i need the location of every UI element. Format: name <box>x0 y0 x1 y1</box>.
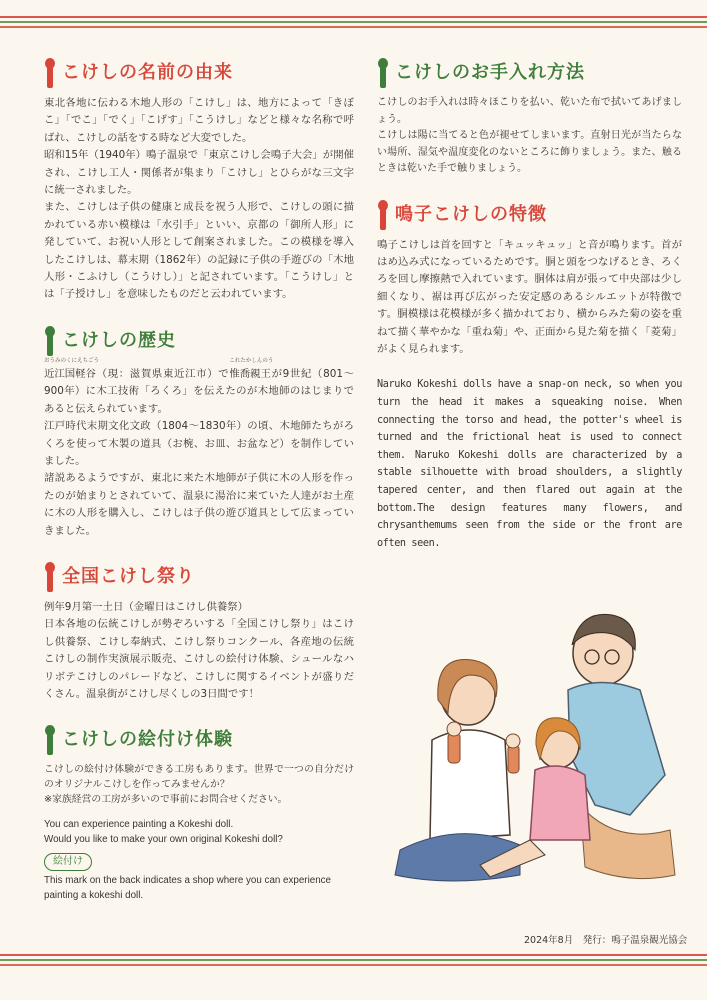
family-illustration <box>380 605 700 900</box>
section-care <box>377 58 682 178</box>
mother-figure <box>395 660 520 882</box>
painting-mark-badge: 絵付け <box>44 853 92 871</box>
naruko-heading <box>377 200 682 230</box>
top-decorative-band <box>0 16 707 31</box>
prince-name: 惟喬親王 <box>229 367 271 380</box>
painting-english-1: You can experience painting a Kokeshi doll. <box>44 819 234 831</box>
festival-heading <box>44 562 354 592</box>
place-ruby: おうみのくにえちごう <box>44 357 100 364</box>
prince-with-ruby <box>229 357 274 383</box>
bottom-decorative-band <box>0 954 707 969</box>
naruko-english: Naruko Kokeshi dolls have a snap-on neck, so when you turn the head it makes a squeaking noise. When connecting the torso and head, the potter's wheel is turned and the frictional heat is used to connect them. Naruko Kokeshi dolls are characterized by a stable silhouette with broad shoulders, a slightly tapered center, and then flared out again at the bottom.The design features many flowers, and chrysanthemums seen from the side or the front are often seen. <box>377 379 682 549</box>
kokeshi-icon <box>377 200 389 230</box>
left-column <box>44 58 354 925</box>
place-with-ruby <box>44 357 100 383</box>
origin-heading <box>44 58 354 88</box>
kokeshi-icon <box>44 562 56 592</box>
section-naruko <box>377 200 682 553</box>
right-column <box>377 58 682 574</box>
section-history <box>44 326 354 540</box>
care-heading <box>377 58 682 88</box>
kokeshi-icon <box>44 725 56 755</box>
prince-ruby: これたかしんのう <box>229 357 274 364</box>
care-paragraph-1: こけしのお手入れは時々ほこりを払い、乾いた布で拭いてあげましょう。 <box>377 97 682 125</box>
history-paragraph-1 <box>44 357 354 418</box>
history-paragraph-1b: が9世紀（801～900年）に木工技術「ろくろ」を伝えたのが木地師のはじまりであると伝えられています。 <box>44 367 354 415</box>
care-paragraph-2: こけしは陽に当てると色が褪せてしまいます。直射日光が当たらない場所、湿気や温度変化のないところに飾りましょう。また、触るときは乾いた手で触りましょう。 <box>377 130 682 174</box>
naruko-title: 鳴子こけしの特徴 <box>395 203 547 225</box>
publication-credit: 2024年8月 発行：鳴子温泉観光協会 <box>524 935 688 946</box>
origin-title: こけしの名前の由来 <box>62 62 233 83</box>
festival-title: 全国こけし祭り <box>62 565 195 587</box>
section-painting <box>44 725 354 903</box>
kokeshi-icon <box>44 58 56 88</box>
painting-paragraph-1: こけしの絵付け体験ができる工房もあります。世界で一つの自分だけのオリジナルこけしを作ってみませんか？ <box>44 764 354 791</box>
place-name: 近江国軽谷 <box>44 367 96 380</box>
kokeshi-icon <box>44 326 56 356</box>
history-paragraph-3: 諸説あるようですが、東北に来た木地師が子供に木の人形を作ったのが始まりとされていて、温泉に湯治に来ていた人達がお土産に木の人形を購入し、こけしは子供の遊び道具として広まっていきました。 <box>44 472 354 537</box>
kokeshi-icon <box>377 58 389 88</box>
naruko-paragraph: 鳴子こけしは首を回すと「キュッキュッ」と音が鳴ります。首がはめ込み式になっているためです。胴と頭をつなげるとき、ろくろを回し摩擦熱で入れています。胴体は肩が張って中央部は少し細くなり、裾は再び広がった安定感のあるシルエットが特徴です。胴模様は花模様が多く描かれており、横からみた菊の姿を重ねて描く華やかな「重ね菊」や、正面から見た菊を描く「菱菊」がよく見られます。 <box>377 238 682 355</box>
painting-title: こけしの絵付け体験 <box>62 729 233 751</box>
origin-paragraph-1: 東北各地に伝わる木地人形の「こけし」は、地方によって「きぼこ」「でこ」「でく」「こげす」「こうけし」などと様々な名称で呼ばれ、こけしの話をする時など大変でした。 <box>44 97 354 144</box>
painting-heading <box>44 725 354 755</box>
history-paragraph-1a: （現：滋賀県東近江市）で <box>95 367 230 380</box>
painting-note: ※家族経営の工房が多いので事前にお問合せください。 <box>44 794 288 806</box>
history-title: こけしの歴史 <box>62 329 176 351</box>
history-heading <box>44 326 354 356</box>
care-title: こけしのお手入れ方法 <box>395 62 585 83</box>
festival-paragraph: 日本各地の伝統こけしが勢ぞろいする「全国こけし祭り」はこけし供養祭、こけし奉納式、こけし祭りコンクール、各産地の伝統こけしの制作実演展示販売、こけしの絵付け体験、シュールなハリボテこけしのパレードなど、こけしに関するイベントが盛りだくさん。温泉街がこけし尽くしの3日間です！ <box>44 618 354 700</box>
section-festival <box>44 562 354 703</box>
festival-date: 例年9月第一土日（金曜日はこけし供養祭） <box>44 600 249 613</box>
origin-paragraph-2: 昭和15年（1940年）鳴子温泉で「東京こけし会鳴子大会」が開催され、こけし工人・関係者が集まり「こけし」とひらがな三文字に統一されました。 <box>44 149 354 197</box>
history-paragraph-2: 江戸時代末期文化文政（1804～1830年）の頃、木地師たちがろくろを使って木製の道具（お椀、お皿、お盆など）を制作していました。 <box>44 420 354 467</box>
origin-paragraph-3: また、こけしは子供の健康と成長を祝う人形で、こけしの頭に描かれている赤い模様は「水引手」といい、京都の「御所人形」に発していて、お祝い人形として創案されました。この模様を導入したこけしは、幕末期（1862年）の記録に子供の手遊びの「木地人形・こふけし（こうけし）」と記されています。「こうけし」とは「子授けし」を意味したものだと云われています。 <box>44 201 354 301</box>
section-name-origin <box>44 58 354 304</box>
painting-english-3: This mark on the back indicates a shop where you can experience painting a kokeshi doll. <box>44 875 331 902</box>
painting-english-2: Would you like to make your own original Kokeshi doll? <box>44 834 283 846</box>
